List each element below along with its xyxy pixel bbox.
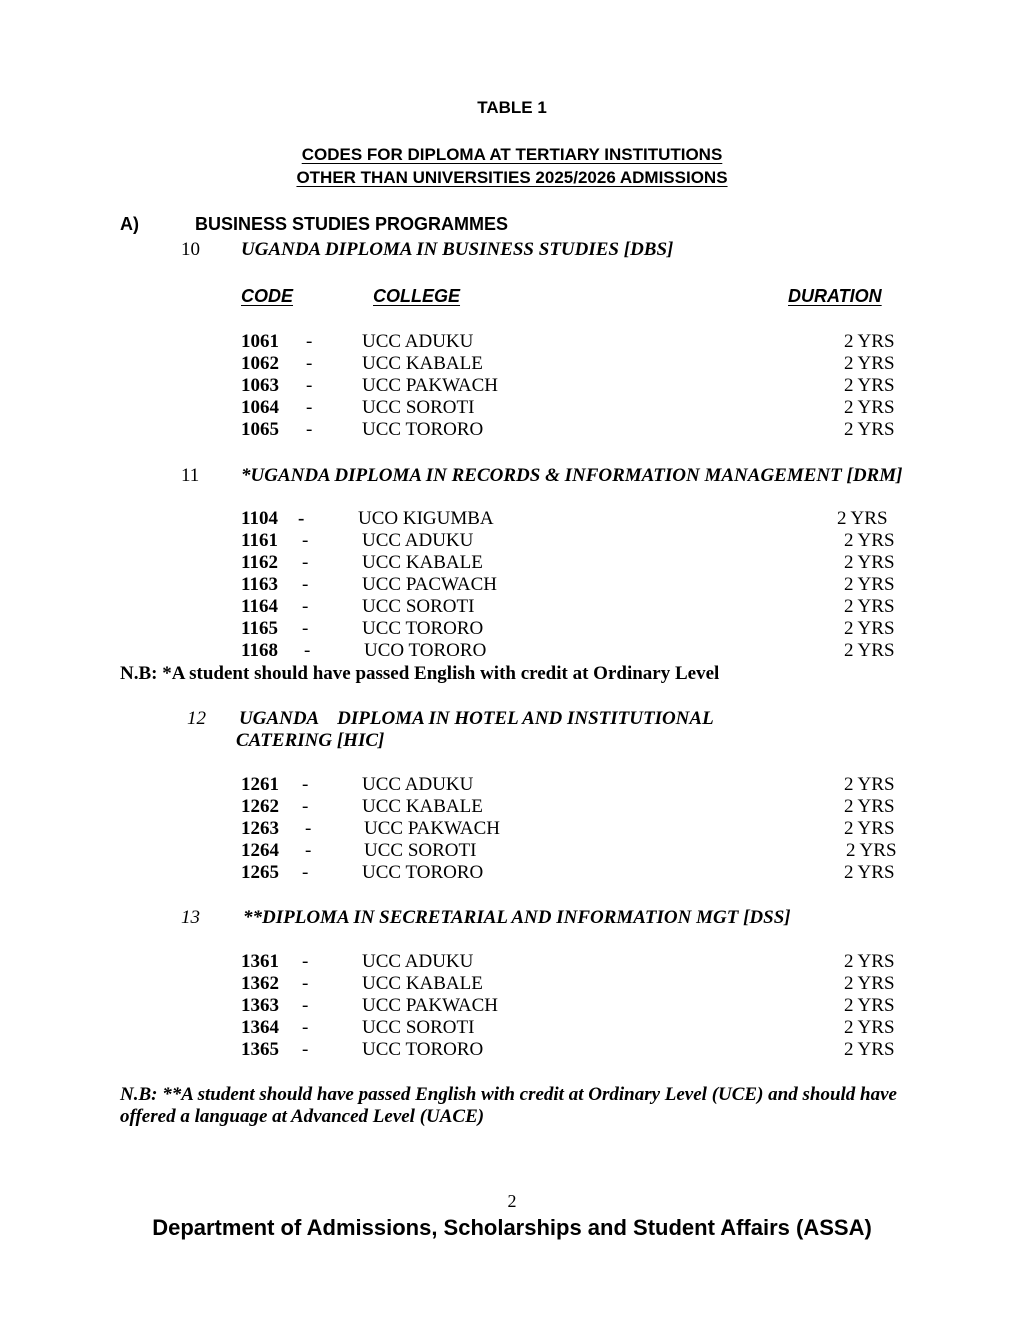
note-dss-line1: N.B: **A student should have passed English with credit at Ordinary Level (UCE) and should have [120, 1084, 897, 1105]
note-dss-line2: offered a language at Advanced Level (UACE) [120, 1106, 485, 1127]
programme-number: 13 [181, 907, 200, 928]
column-header-code: CODE [241, 286, 294, 306]
row-code: 1162 [241, 552, 278, 573]
row-college: UCC SOROTI [362, 397, 475, 418]
row-duration: 2 YRS [844, 862, 895, 883]
row-dash: - [306, 419, 313, 440]
row-code: 1365 [241, 1039, 279, 1060]
table-row [0, 618, 1024, 640]
programme-title-line1: UGANDA DIPLOMA IN HOTEL AND INSTITUTIONAL [239, 708, 714, 729]
table-row [0, 995, 1024, 1017]
row-duration: 2 YRS [844, 596, 895, 617]
table-row [0, 530, 1024, 552]
row-duration: 2 YRS [844, 640, 895, 661]
row-dash: - [306, 331, 313, 352]
row-code: 1062 [241, 353, 279, 374]
table-row [0, 552, 1024, 574]
row-dash: - [306, 397, 313, 418]
table-row [0, 331, 1024, 353]
programme-number: 11 [181, 465, 200, 486]
row-duration: 2 YRS [837, 508, 888, 529]
row-dash: - [302, 530, 309, 551]
row-code: 1262 [241, 796, 279, 817]
page-number: 2 [507, 1191, 517, 1211]
row-dash: - [302, 1017, 309, 1038]
row-college: UCO KIGUMBA [358, 508, 494, 529]
section-title: BUSINESS STUDIES PROGRAMMES [195, 214, 509, 234]
row-college: UCC KABALE [362, 973, 483, 994]
row-dash: - [302, 552, 309, 573]
table-row [0, 596, 1024, 618]
table-row [0, 1039, 1024, 1061]
section-letter: A) [120, 214, 139, 234]
row-college: UCC PAKWACH [364, 818, 501, 839]
row-duration: 2 YRS [844, 530, 895, 551]
row-duration: 2 YRS [844, 951, 895, 972]
row-code: 1362 [241, 973, 279, 994]
row-dash: - [302, 796, 309, 817]
row-college: UCC ADUKU [362, 530, 474, 551]
row-dash: - [305, 840, 312, 861]
row-college: UCC PAKWACH [362, 995, 499, 1016]
row-duration: 2 YRS [844, 574, 895, 595]
table-row [0, 375, 1024, 397]
row-college: UCO TORORO [364, 640, 487, 661]
row-code: 1063 [241, 375, 279, 396]
table-row [0, 640, 1024, 662]
row-dash: - [302, 596, 309, 617]
table-row [0, 574, 1024, 596]
row-college: UCC KABALE [362, 353, 483, 374]
row-dash: - [306, 375, 313, 396]
row-code: 1264 [241, 840, 279, 861]
row-college: UCC TORORO [362, 618, 484, 639]
row-duration: 2 YRS [844, 995, 895, 1016]
row-duration: 2 YRS [844, 774, 895, 795]
table-label: TABLE 1 [477, 98, 547, 117]
row-dash: - [302, 862, 309, 883]
table-row [0, 397, 1024, 419]
row-code: 1061 [241, 331, 279, 352]
row-duration: 2 YRS [844, 1039, 895, 1060]
row-duration: 2 YRS [844, 618, 895, 639]
row-duration: 2 YRS [844, 552, 895, 573]
row-dash: - [305, 818, 312, 839]
note-drm: N.B: *A student should have passed English with credit at Ordinary Level [120, 663, 720, 684]
table-row [0, 419, 1024, 441]
table-row [0, 508, 1024, 530]
row-dash: - [302, 951, 309, 972]
footer-department: Department of Admissions, Scholarships and Student Affairs (ASSA) [152, 1215, 872, 1240]
row-dash: - [302, 1039, 309, 1060]
row-code: 1364 [241, 1017, 279, 1038]
row-college: UCC ADUKU [362, 331, 474, 352]
row-code: 1104 [241, 508, 278, 529]
table-row [0, 796, 1024, 818]
row-duration: 2 YRS [844, 375, 895, 396]
row-college: UCC SOROTI [364, 840, 477, 861]
table-row [0, 840, 1024, 862]
row-college: UCC PAKWACH [362, 375, 499, 396]
programme-title: **DIPLOMA IN SECRETARIAL AND INFORMATION MGT [DSS] [243, 907, 791, 928]
row-dash: - [298, 508, 305, 529]
row-code: 1363 [241, 995, 279, 1016]
row-duration: 2 YRS [844, 331, 895, 352]
row-code: 1261 [241, 774, 279, 795]
programme-number: 12 [187, 708, 206, 729]
row-dash: - [302, 973, 309, 994]
table-row [0, 973, 1024, 995]
column-header-duration: DURATION [788, 286, 882, 306]
row-code: 1168 [241, 640, 278, 661]
row-dash: - [302, 574, 309, 595]
row-college: UCC KABALE [362, 796, 483, 817]
row-dash: - [302, 774, 309, 795]
row-college: UCC ADUKU [362, 951, 474, 972]
row-college: UCC PACWACH [362, 574, 497, 595]
row-code: 1263 [241, 818, 279, 839]
row-dash: - [306, 353, 313, 374]
row-duration: 2 YRS [844, 1017, 895, 1038]
row-duration: 2 YRS [844, 973, 895, 994]
row-duration: 2 YRS [844, 818, 895, 839]
row-duration: 2 YRS [844, 796, 895, 817]
programme-number: 10 [181, 239, 200, 260]
row-code: 1161 [241, 530, 278, 551]
row-code: 1361 [241, 951, 279, 972]
row-dash: - [302, 618, 309, 639]
table-row [0, 353, 1024, 375]
page-title-line2: OTHER THAN UNIVERSITIES 2025/2026 ADMISSIONS [296, 168, 728, 187]
table-row [0, 774, 1024, 796]
row-college: UCC TORORO [362, 1039, 484, 1060]
row-college: UCC SOROTI [362, 596, 475, 617]
row-code: 1163 [241, 574, 278, 595]
row-code: 1165 [241, 618, 278, 639]
row-college: UCC TORORO [362, 419, 484, 440]
row-code: 1065 [241, 419, 279, 440]
row-college: UCC TORORO [362, 862, 484, 883]
row-college: UCC KABALE [362, 552, 483, 573]
row-college: UCC SOROTI [362, 1017, 475, 1038]
programme-title-line2: CATERING [HIC] [236, 730, 385, 751]
table-row [0, 818, 1024, 840]
row-dash: - [304, 640, 311, 661]
row-duration: 2 YRS [846, 840, 897, 861]
row-college: UCC ADUKU [362, 774, 474, 795]
row-duration: 2 YRS [844, 397, 895, 418]
row-duration: 2 YRS [844, 353, 895, 374]
row-code: 1265 [241, 862, 279, 883]
programme-title: UGANDA DIPLOMA IN BUSINESS STUDIES [DBS] [241, 239, 674, 260]
column-header-college: COLLEGE [373, 286, 461, 306]
table-row [0, 951, 1024, 973]
row-dash: - [302, 995, 309, 1016]
table-row [0, 1017, 1024, 1039]
row-code: 1064 [241, 397, 279, 418]
row-code: 1164 [241, 596, 278, 617]
page-title-line1: CODES FOR DIPLOMA AT TERTIARY INSTITUTIONS [301, 145, 723, 164]
table-row [0, 862, 1024, 884]
programme-title: *UGANDA DIPLOMA IN RECORDS & INFORMATION MANAGEMENT [DRM] [241, 465, 903, 486]
row-duration: 2 YRS [844, 419, 895, 440]
